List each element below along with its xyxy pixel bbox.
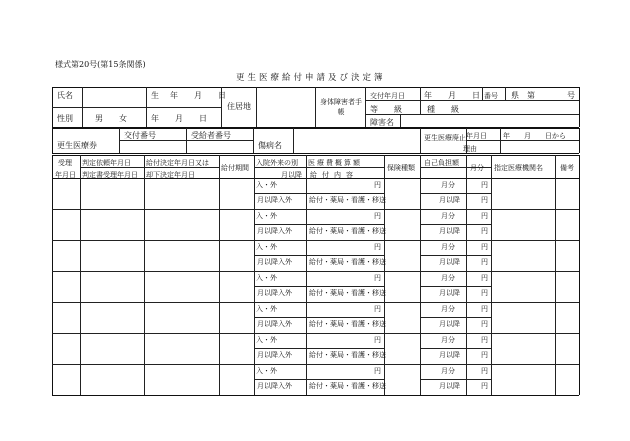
grid-line [144,155,145,395]
form-title: 更生医療給付申請及び決定簿 [236,73,386,83]
entry-content[interactable]: 給付・薬局・看護・移送 [309,258,386,266]
entry-monthly-amount[interactable]: 月分 [441,243,455,251]
grid-line [365,87,366,127]
grid-line [420,87,421,100]
entry-monthly-yen[interactable]: 円 [481,305,488,313]
entry-yen[interactable]: 円 [374,243,381,251]
grid-line [254,155,255,395]
grid-line [420,379,491,380]
entry-from-month[interactable]: 月以降入外 [257,196,292,204]
entry-inout[interactable]: 入・外 [256,243,277,251]
grid-line [52,128,53,153]
entry-inout[interactable]: 入・外 [256,367,277,375]
entry-from-month-yen[interactable]: 円 [481,289,488,297]
abolish-date-field[interactable]: 年 月 日から [503,132,566,140]
birth-label: 生 [151,91,159,100]
grid-line [254,286,384,287]
grid-line [315,87,316,127]
grid-line [420,128,421,153]
grid-line [52,155,53,395]
entry-from-month-yen[interactable]: 円 [481,196,488,204]
entry-from-month[interactable]: 月以降入外 [257,227,292,235]
entry-inout[interactable]: 入・外 [256,336,277,344]
entry-from-month-amount[interactable]: 月以降 [439,289,460,297]
entry-from-month-amount[interactable]: 月以降 [439,320,460,328]
grid-line [579,155,580,395]
header-insurance: 保険種類 [387,164,415,172]
entry-monthly-yen[interactable]: 円 [481,336,488,344]
grid-line [400,114,401,127]
abolish-reason-label: 理由 [463,145,477,153]
grid-line [306,155,307,395]
header-cost-estimate: 医療費概算額 [308,159,362,167]
entry-from-month-amount[interactable]: 月以降 [439,258,460,266]
medical-voucher-label: 更生医療券 [57,141,97,150]
grid-line [52,153,579,154]
header-determination-request: 判定依頼年月日 [82,159,131,167]
header-inpatient: 入院外来の別 [256,159,298,167]
grid-line [146,87,147,127]
entry-monthly-yen[interactable]: 円 [481,181,488,189]
entry-inout[interactable]: 入・外 [256,212,277,220]
grid-line [420,317,491,318]
grid-line [52,333,579,334]
entry-monthly-amount[interactable]: 月分 [441,274,455,282]
grid-line [254,317,384,318]
grid-line [254,348,384,349]
grid-line [420,255,491,256]
entry-from-month-yen[interactable]: 円 [481,227,488,235]
grid-line [420,100,421,114]
grid-line [80,155,81,395]
disability-cert-label: 身体障害者手帳 [320,98,362,116]
entry-monthly-amount[interactable]: 月分 [441,181,455,189]
issue-no-label: 交付番号 [124,131,156,140]
grid-line [52,364,579,365]
grid-line [254,193,384,194]
entry-content[interactable]: 給付・薬局・看護・移送 [309,382,386,390]
entry-content[interactable]: 給付・薬局・看護・移送 [309,320,386,328]
disease-label: 傷病名 [258,141,282,150]
entry-yen[interactable]: 円 [374,181,381,189]
grid-line [52,209,579,210]
header-determination-receipt: 判定書受理年月日 [82,171,138,179]
entry-from-month-yen[interactable]: 円 [481,351,488,359]
age-date-field[interactable]: 年 月 日 [151,114,207,123]
grid-line [52,155,579,156]
grid-line [52,302,579,303]
entry-from-month[interactable]: 月以降入外 [257,382,292,390]
header-period: 給付期間 [221,164,249,172]
number-field[interactable]: 県 第 号 [511,91,575,100]
grid-line [52,240,579,241]
grid-line [52,107,221,108]
grid-line [579,87,580,127]
grid-line [253,128,254,153]
grid-line [219,155,220,395]
header-from-month: 月以降 [281,171,302,179]
birth-date-field[interactable]: 年 月 日 [170,91,226,100]
entry-content[interactable]: 給付・薬局・看護・移送 [309,289,386,297]
grid-line [482,87,483,100]
sex-options[interactable]: 男 女 [95,114,127,123]
grid-line [491,155,492,395]
entry-from-month-amount[interactable]: 月以降 [439,382,460,390]
entry-from-month-yen[interactable]: 円 [481,320,488,328]
grid-line [52,271,579,272]
grid-line [254,379,384,380]
number-label: 番号 [484,92,498,100]
entry-monthly-yen[interactable]: 円 [481,367,488,375]
grid-line [420,193,491,194]
entry-from-month-amount[interactable]: 月以降 [439,227,460,235]
header-hospital: 指定医療機関名 [494,164,543,172]
header-benefit-content: 給付内容 [310,171,358,179]
form-number: 様式第20号(第15条関係) [55,60,146,69]
entry-inout[interactable]: 入・外 [256,305,277,313]
grid-line [420,286,491,287]
grade-label: 等 級 [370,105,402,114]
entry-from-month[interactable]: 月以降入外 [257,320,292,328]
entry-content[interactable]: 給付・薬局・看護・移送 [309,227,386,235]
entry-from-month-amount[interactable]: 月以降 [439,196,460,204]
grid-line [52,395,579,396]
entry-yen[interactable]: 円 [374,367,381,375]
header-decision: 給付決定年月日又は [146,159,209,167]
grid-line [420,348,491,349]
entry-inout[interactable]: 入・外 [256,181,277,189]
header-receipt-date: 年月日 [55,171,76,179]
header-rejection: 却下決定年月日 [146,171,195,179]
entry-monthly-yen[interactable]: 円 [481,274,488,282]
name-label: 氏名 [57,91,73,100]
entry-from-month[interactable]: 月以降入外 [257,351,292,359]
recipient-no-label: 受給者番号 [191,131,231,140]
entry-content[interactable]: 給付・薬局・看護・移送 [309,196,386,204]
entry-monthly-amount[interactable]: 月分 [441,367,455,375]
grid-line [579,128,580,153]
grid-line [254,255,384,256]
issue-date-label: 交付年月日 [370,92,405,100]
entry-monthly-amount[interactable]: 月分 [441,212,455,220]
grid-line [555,155,556,395]
header-remarks: 備考 [560,164,574,172]
header-own-burden: 自己負担額 [424,159,459,167]
abolish-label: 更生医療廃止 [424,134,466,142]
address-label: 住居地 [227,102,251,111]
entry-from-month[interactable]: 月以降入外 [257,289,292,297]
grid-line [420,224,491,225]
entry-inout[interactable]: 入・外 [256,274,277,282]
entry-from-month-amount[interactable]: 月以降 [439,351,460,359]
entry-from-month[interactable]: 月以降入外 [257,258,292,266]
entry-yen[interactable]: 円 [374,305,381,313]
grade-field[interactable]: 種 級 [427,105,459,114]
disability-name-label: 障害名 [370,118,394,127]
abolish-date-label: 年月日 [466,132,487,140]
grid-line [466,155,467,395]
entry-yen[interactable]: 円 [374,336,381,344]
entry-yen[interactable]: 円 [374,212,381,220]
grid-line [254,224,384,225]
grid-line [82,87,83,127]
entry-yen[interactable]: 円 [374,274,381,282]
entry-from-month-yen[interactable]: 円 [481,382,488,390]
entry-monthly-amount[interactable]: 月分 [441,305,455,313]
entry-monthly-yen[interactable]: 円 [481,212,488,220]
grid-line [256,87,257,127]
grid-line [420,155,421,395]
entry-monthly-amount[interactable]: 月分 [441,336,455,344]
grid-line [505,87,506,100]
sex-label: 性別 [57,114,73,123]
header-monthly: 月分 [470,164,484,172]
entry-monthly-yen[interactable]: 円 [481,243,488,251]
entry-from-month-yen[interactable]: 円 [481,258,488,266]
entry-content[interactable]: 給付・薬局・看護・移送 [309,351,386,359]
issue-date-field[interactable]: 年 月 日 [424,91,480,100]
grid-line [293,128,294,153]
header-receipt: 受理 [58,159,72,167]
